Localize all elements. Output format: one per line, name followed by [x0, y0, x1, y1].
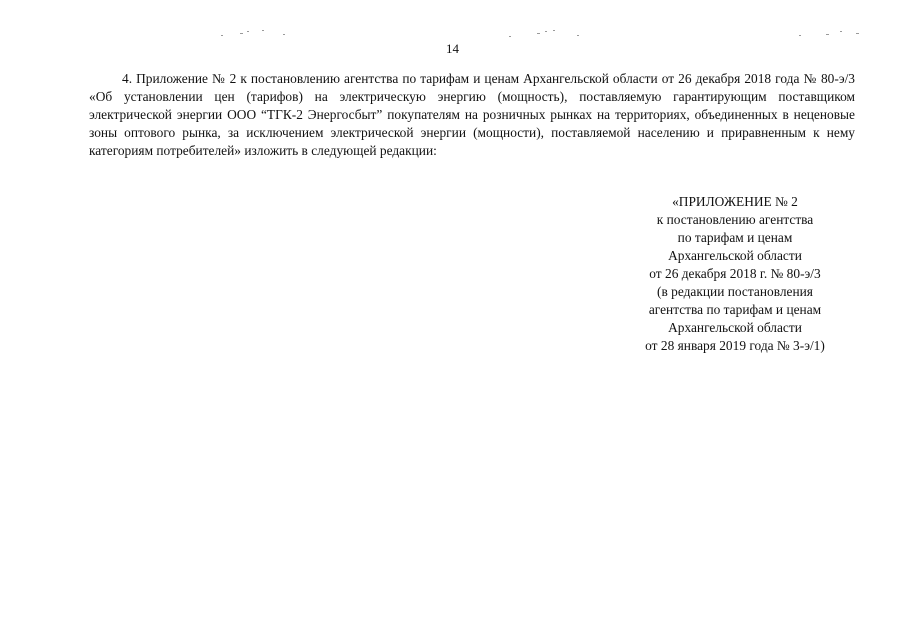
- page-number: 14: [446, 41, 459, 56]
- appendix-line: от 26 декабря 2018 г. № 80-э/3: [649, 266, 821, 281]
- appendix-line: агентства по тарифам и ценам: [648, 302, 822, 317]
- appendix-line: по тарифам и ценам: [677, 230, 793, 245]
- appendix-line: от 28 января 2019 года № 3-э/1): [645, 338, 825, 353]
- appendix-line: к постановлению агентства: [656, 212, 814, 227]
- appendix-line: Архангельской области: [668, 320, 802, 335]
- body-paragraph: 4. Приложение № 2 к постановлению агентства по тарифам и ценам Архангельской области от 26 декабря 2018 года № 80-э/3 «Об установлении цен (тарифов) на электрическую энергию (мощность), поставляемую гарантирующим поставщиком электрической энергии ООО “ТГК-2 Энергосбыт” покупателям на розничных рынках на территориях, объединенных в неценовые зоны оптового рынка, за исключением электрической энергии (мощности), поставляемой населению и приравненным к нему категориям потребителей» изложить в следующей редакции:: [89, 71, 855, 158]
- appendix-line-title: «ПРИЛОЖЕНИЕ № 2: [672, 194, 798, 209]
- appendix-line: Архангельской области: [668, 248, 802, 263]
- appendix-line: (в редакции постановления: [657, 284, 813, 299]
- appendix-header-block: [600, 193, 870, 355]
